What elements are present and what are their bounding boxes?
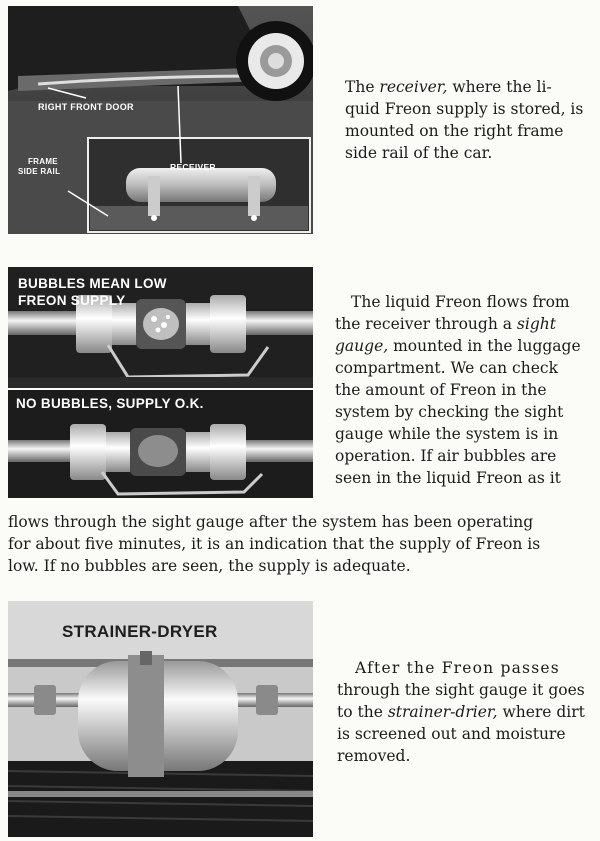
gauge-line-6: system by checking the sight	[335, 403, 564, 421]
receiver-line-1: The receiver, where the li-	[345, 78, 552, 96]
right-front-door-label: RIGHT FRONT DOOR	[38, 102, 134, 112]
gauge-line-9: seen in the liquid Freon as it	[335, 469, 561, 487]
receiver-photo-illustration	[8, 6, 313, 234]
gauge-line-12: low. If no bubbles are seen, the supply is adequate.	[8, 557, 411, 575]
strainer-line-1: After the Freon passes	[355, 659, 560, 677]
strainer-paragraph	[337, 657, 594, 767]
strainer-line-2: through the sight gauge it goes	[337, 681, 585, 699]
gauge-line-3: gauge, mounted in the luggage	[335, 337, 581, 355]
gauge-line-7: gauge while the system is in	[335, 425, 559, 443]
gauge-line-11: for about five minutes, it is an indication that the supply of Freon is	[8, 535, 541, 553]
gauge-line-10: flows through the sight gauge after the system has been operating	[8, 513, 534, 531]
strainer-drier-term: strainer-drier,	[387, 703, 498, 721]
receiver-label: RECEIVER	[170, 162, 216, 172]
strainer-dryer-photo	[8, 601, 313, 837]
strainer-line-5: removed.	[337, 747, 411, 765]
sight-gauge-photo-no-bubbles	[8, 390, 313, 498]
receiver-line-3: mounted on the right frame	[345, 122, 564, 140]
bubbles-label-line-2: FREON SUPPLY	[18, 293, 126, 308]
sight-term: sight	[516, 315, 556, 333]
receiver-paragraph	[345, 76, 593, 164]
gauge-line-2: the receiver through a sight	[335, 315, 556, 333]
sight-gauge-paragraph-lower	[8, 511, 594, 577]
no-bubbles-label: NO BUBBLES, SUPPLY O.K.	[16, 396, 204, 411]
gauge-line-1: The liquid Freon flows from	[351, 293, 570, 311]
sight-gauge-paragraph-upper	[335, 291, 594, 489]
gauge-line-4: compartment. We can check	[335, 359, 558, 377]
strainer-line-3: to the strainer-drier, where dirt	[337, 703, 585, 721]
gauge-term: gauge,	[335, 337, 389, 355]
receiver-line-2: quid Freon supply is stored, is	[345, 100, 584, 118]
sight-gauge-photo-bubbles	[8, 267, 313, 388]
bubbles-label-line-1: BUBBLES MEAN LOW	[18, 276, 167, 291]
gauge-line-5: the amount of Freon in the	[335, 381, 547, 399]
strainer-line-4: is screened out and moisture	[337, 725, 566, 743]
receiver-term: receiver,	[379, 78, 448, 96]
receiver-photo	[8, 6, 313, 234]
frame-label: FRAME	[28, 157, 58, 166]
side-rail-label: SIDE RAIL	[18, 167, 61, 176]
receiver-line-4: side rail of the car.	[345, 144, 493, 162]
strainer-dryer-label: STRAINER-DRYER	[62, 622, 218, 641]
gauge-line-8: operation. If air bubbles are	[335, 447, 557, 465]
